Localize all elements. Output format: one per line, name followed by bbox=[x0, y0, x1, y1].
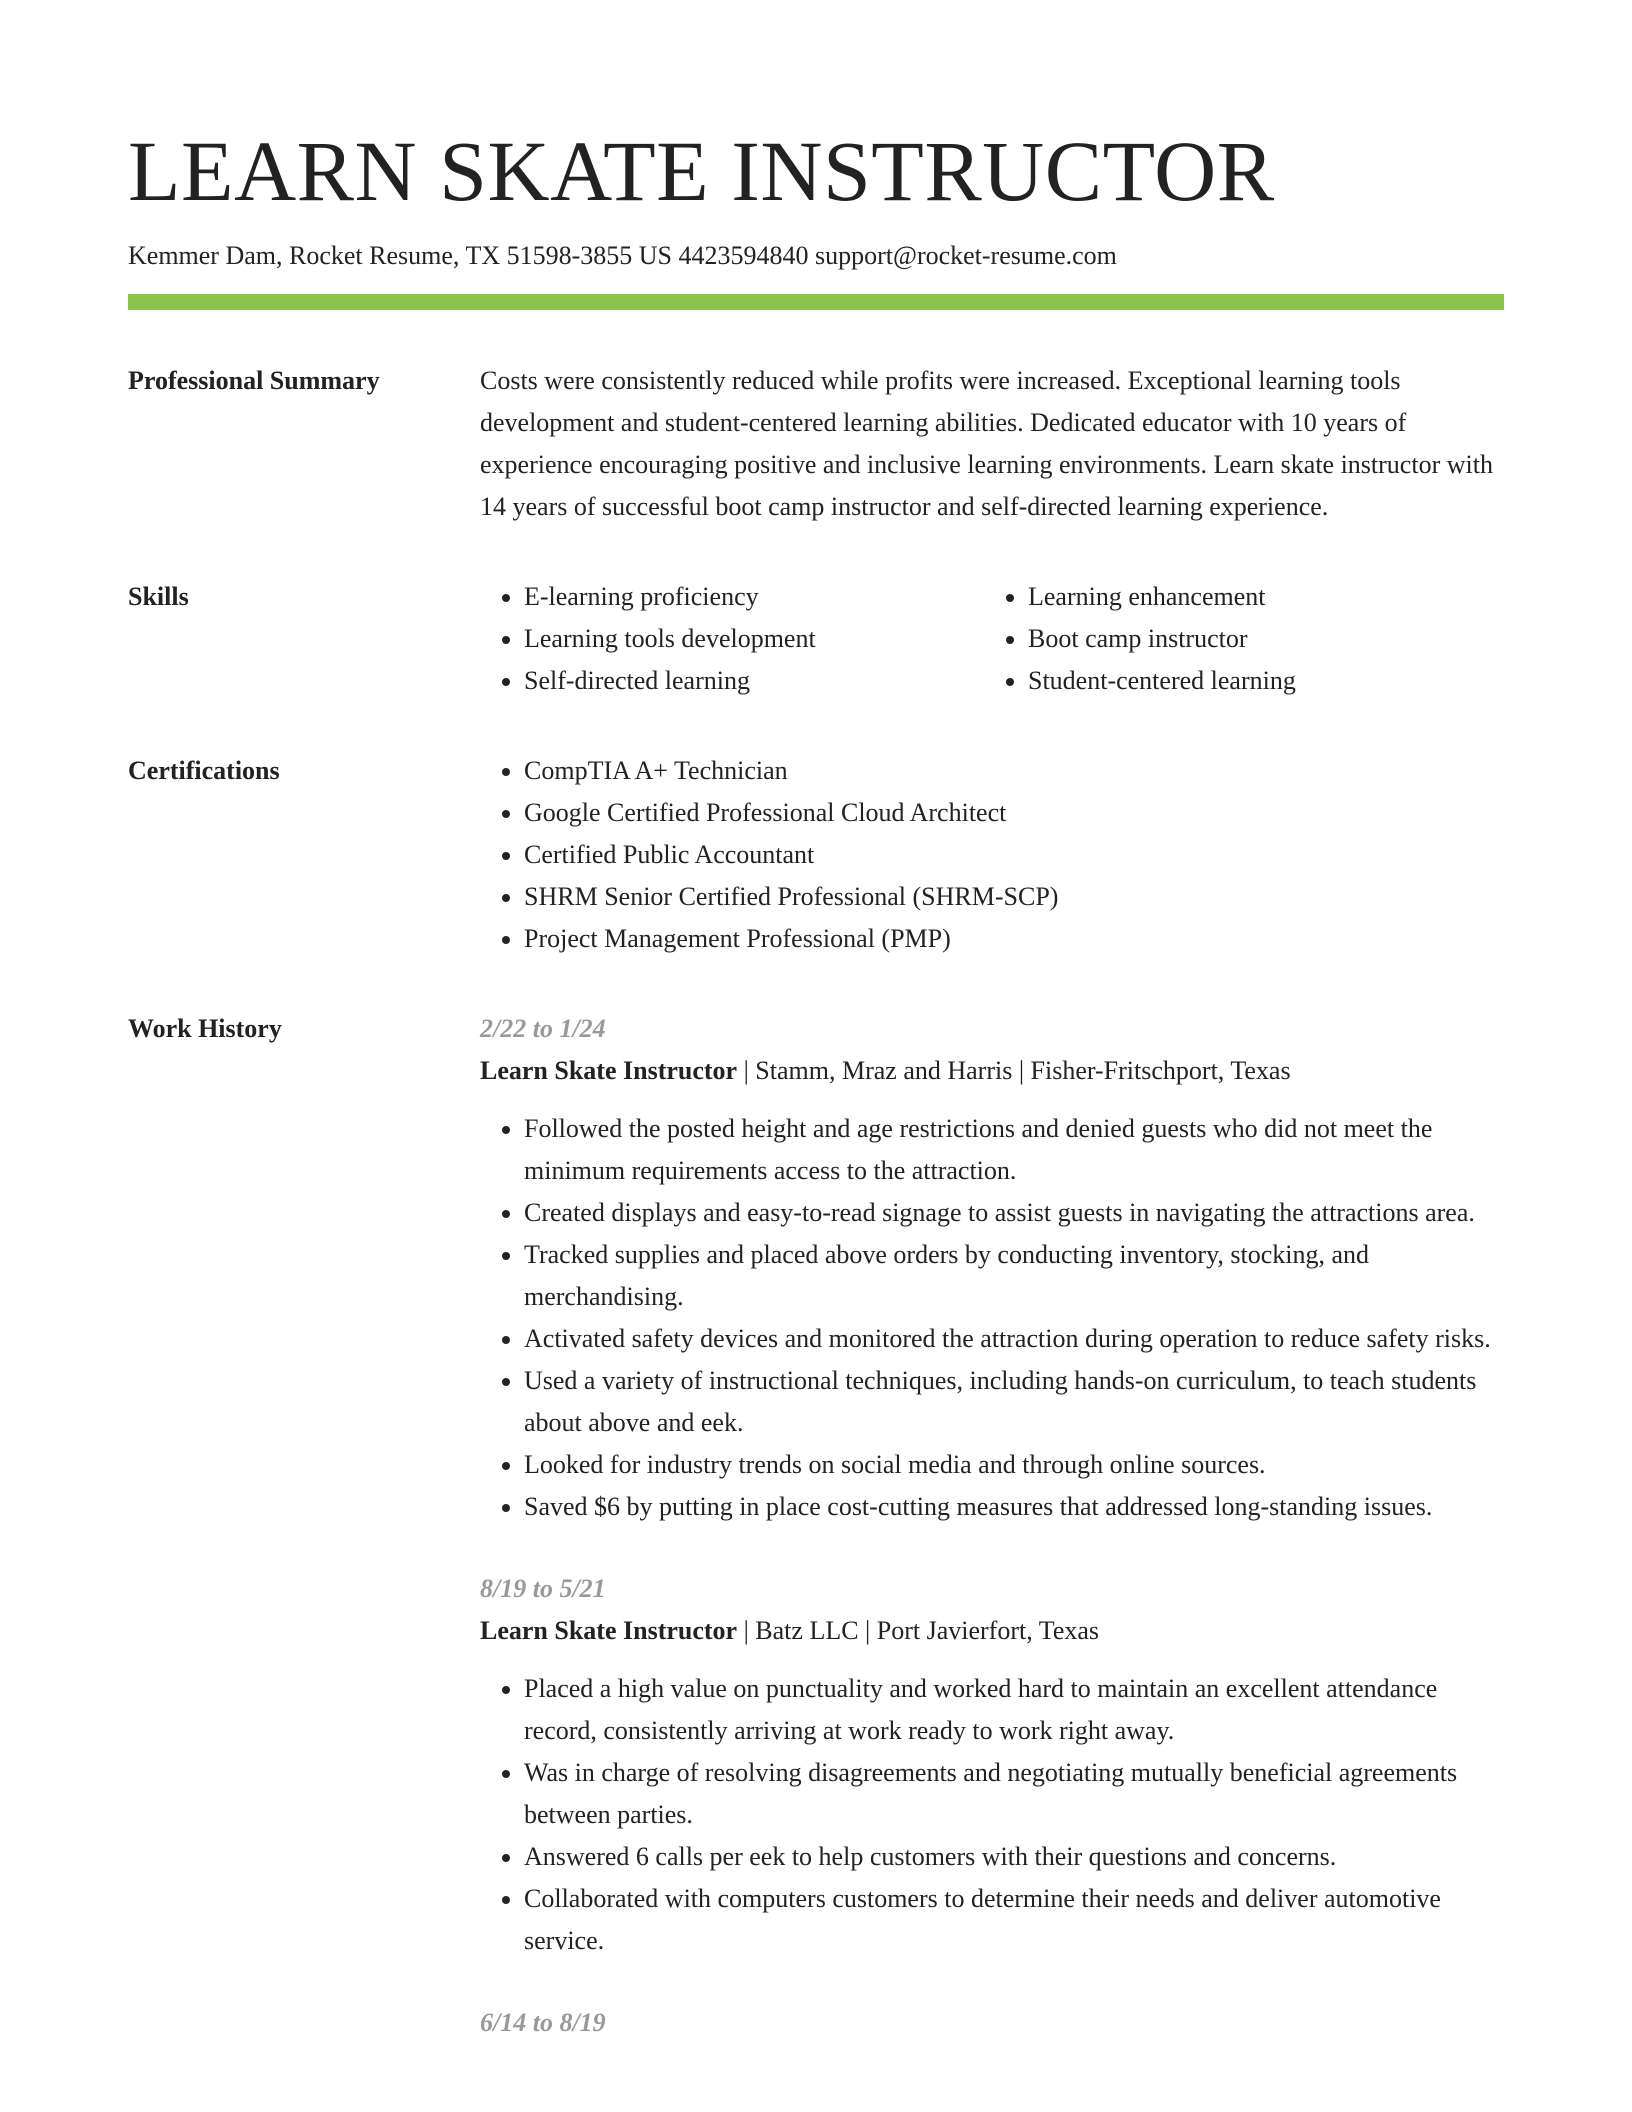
job-entry bbox=[480, 1568, 1504, 1962]
summary-text: Costs were consistently reduced while profits were increased. Exceptional learning tools development and student-centered learning abilities. Dedicated educator with 10 years of experience encouraging positive and inclusive learning environments. Learn skate instructor with 14 years of successful boot camp instructor and self-directed learning experience. bbox=[480, 366, 1493, 521]
certifications-list bbox=[480, 750, 1504, 960]
certification-item: • CompTIA A+ Technician bbox=[524, 750, 1504, 792]
certification-item: • SHRM Senior Certified Professional (SHRM-SCP) bbox=[524, 876, 1504, 918]
contact-info: Kemmer Dam, Rocket Resume, TX 51598-3855 US 4423594840 support@rocket-resume.com bbox=[128, 241, 1117, 270]
summary-section bbox=[128, 360, 1504, 528]
job-bullet: • Created displays and easy-to-read signage to assist guests in navigating the attractions area. bbox=[524, 1192, 1504, 1234]
job-bullet: • Collaborated with computers customers to determine their needs and deliver automotive service. bbox=[524, 1878, 1504, 1962]
job-bullet: • Placed a high value on punctuality and worked hard to maintain an excellent attendance record, consistently arriving at work ready to work right away. bbox=[524, 1668, 1504, 1752]
job-bullet: • Used a variety of instructional techniques, including hands-on curriculum, to teach students about above and eek. bbox=[524, 1360, 1504, 1444]
skill-item: • Self-directed learning bbox=[524, 660, 984, 702]
job-bullet: • Followed the posted height and age restrictions and denied guests who did not meet the minimum requirements access to the attraction. bbox=[524, 1108, 1504, 1192]
summary-label: Professional Summary bbox=[128, 366, 380, 395]
job-entry bbox=[480, 2002, 1504, 2044]
skill-item: • Learning enhancement bbox=[1028, 576, 1488, 618]
skills-list-left bbox=[480, 576, 984, 702]
job-dates: 6/14 to 8/19 bbox=[480, 2008, 606, 2037]
skills-section bbox=[128, 576, 1504, 702]
job-dates: 2/22 to 1/24 bbox=[480, 1014, 606, 1043]
job-bullet: • Activated safety devices and monitored the attraction during operation to reduce safety risks. bbox=[524, 1318, 1504, 1360]
skill-item: • Student-centered learning bbox=[1028, 660, 1488, 702]
resume-page bbox=[128, 0, 1504, 2084]
job-bullet: • Was in charge of resolving disagreements and negotiating mutually beneficial agreements between parties. bbox=[524, 1752, 1504, 1836]
job-bullet: • Looked for industry trends on social media and through online sources. bbox=[524, 1444, 1504, 1486]
job-title-line bbox=[480, 1610, 1504, 1652]
skill-item: • Boot camp instructor bbox=[1028, 618, 1488, 660]
job-employer-location: | Batz LLC | Port Javierfort, Texas bbox=[737, 1616, 1100, 1645]
header-divider bbox=[128, 294, 1504, 310]
job-bullets bbox=[480, 1108, 1504, 1528]
skills-list-right bbox=[984, 576, 1488, 702]
job-employer-location: | Stamm, Mraz and Harris | Fisher-Fritschport, Texas bbox=[737, 1056, 1291, 1085]
job-title: Learn Skate Instructor bbox=[480, 1616, 738, 1645]
certifications-section bbox=[128, 750, 1504, 960]
work-history-section bbox=[128, 1008, 1504, 2084]
job-title: Learn Skate Instructor bbox=[480, 1056, 738, 1085]
certification-item: • Google Certified Professional Cloud Architect bbox=[524, 792, 1504, 834]
certification-item: • Project Management Professional (PMP) bbox=[524, 918, 1504, 960]
job-bullet: • Answered 6 calls per eek to help customers with their questions and concerns. bbox=[524, 1836, 1504, 1878]
job-bullets bbox=[480, 1668, 1504, 1962]
certification-item: • Certified Public Accountant bbox=[524, 834, 1504, 876]
job-entry bbox=[480, 1008, 1504, 1528]
skills-label: Skills bbox=[128, 582, 189, 611]
job-dates: 8/19 to 5/21 bbox=[480, 1574, 606, 1603]
resume-name-heading: LEARN SKATE INSTRUCTOR bbox=[128, 123, 1275, 219]
skill-item: • E-learning proficiency bbox=[524, 576, 984, 618]
skill-item: • Learning tools development bbox=[524, 618, 984, 660]
certifications-label: Certifications bbox=[128, 756, 280, 785]
job-title-line bbox=[480, 1050, 1504, 1092]
work-history-label: Work History bbox=[128, 1014, 282, 1043]
job-bullet: • Tracked supplies and placed above orders by conducting inventory, stocking, and merchandising. bbox=[524, 1234, 1504, 1318]
job-bullet: • Saved $6 by putting in place cost-cutting measures that addressed long-standing issues. bbox=[524, 1486, 1504, 1528]
